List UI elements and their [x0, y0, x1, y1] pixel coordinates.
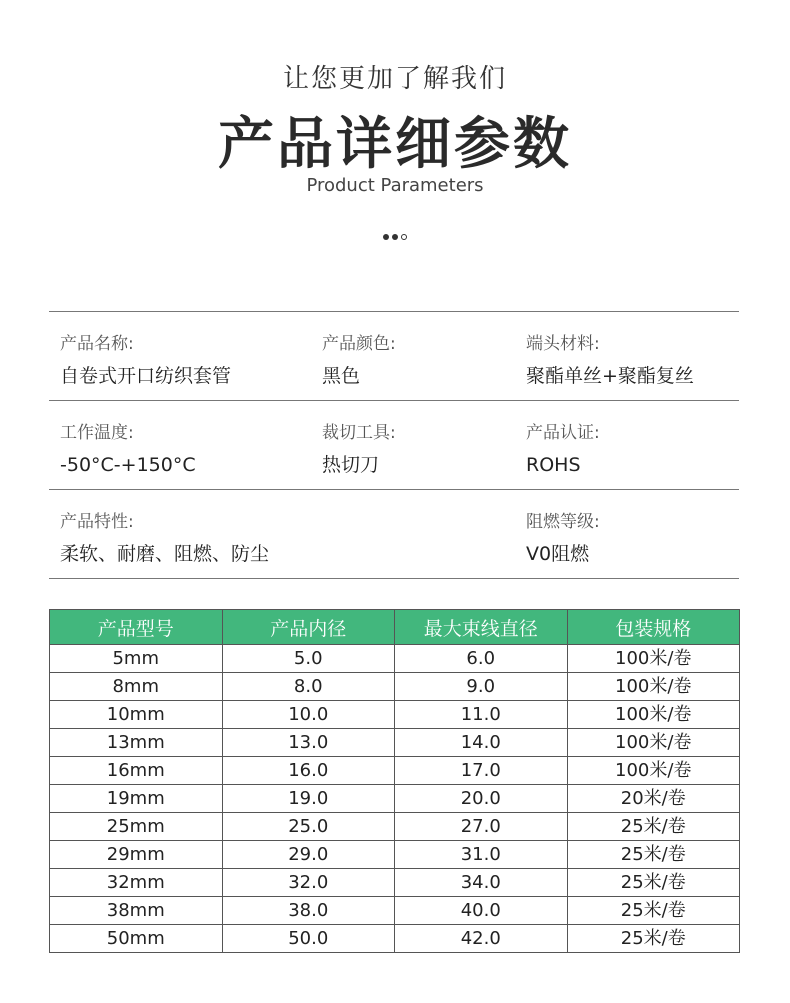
param-value: 黑色 — [322, 365, 361, 387]
cell-inner-diameter: 16.0 — [222, 757, 395, 785]
param-value: V0阻燃 — [526, 543, 590, 565]
table-row — [50, 897, 740, 925]
cell-model: 10mm — [50, 701, 223, 729]
param-label: 裁切工具: — [322, 423, 396, 443]
cell-max-bundle-diameter: 17.0 — [395, 757, 568, 785]
param-cutting-tool — [322, 419, 396, 481]
parameter-row — [49, 401, 739, 490]
page-subtitle: 让您更加了解我们 — [282, 64, 507, 94]
param-product-color — [322, 330, 396, 392]
cell-model: 5mm — [50, 645, 223, 673]
param-value: 热切刀 — [322, 454, 380, 476]
cell-model: 16mm — [50, 757, 223, 785]
cell-max-bundle-diameter: 11.0 — [395, 701, 568, 729]
table-row — [50, 813, 740, 841]
cell-max-bundle-diameter: 40.0 — [395, 897, 568, 925]
cell-inner-diameter: 5.0 — [222, 645, 395, 673]
param-value: 柔软、耐磨、阻燃、防尘 — [60, 543, 270, 565]
parameter-row — [49, 490, 739, 579]
header-model: 产品型号 — [50, 610, 223, 645]
cell-inner-diameter: 13.0 — [222, 729, 395, 757]
table-header-row — [50, 610, 740, 645]
cell-max-bundle-diameter: 20.0 — [395, 785, 568, 813]
table-row — [50, 869, 740, 897]
hollow-dot-icon — [401, 234, 407, 240]
param-label: 产品名称: — [60, 334, 134, 354]
cell-model: 38mm — [50, 897, 223, 925]
cell-max-bundle-diameter: 34.0 — [395, 869, 568, 897]
param-value: 自卷式开口纺织套管 — [60, 365, 232, 387]
param-working-temperature — [60, 419, 196, 481]
cell-packaging: 20米/卷 — [567, 785, 740, 813]
param-label: 产品认证: — [526, 423, 600, 443]
header-max-bundle-diameter: 最大束线直径 — [395, 610, 568, 645]
cell-max-bundle-diameter: 9.0 — [395, 673, 568, 701]
table-row — [50, 645, 740, 673]
cell-model: 13mm — [50, 729, 223, 757]
param-end-material — [526, 330, 694, 392]
param-value: -50°C-+150°C — [60, 454, 196, 476]
cell-model: 8mm — [50, 673, 223, 701]
cell-packaging: 25米/卷 — [567, 897, 740, 925]
param-features — [60, 508, 269, 570]
dot-icon — [392, 234, 398, 240]
param-certification — [526, 419, 600, 481]
cell-max-bundle-diameter: 14.0 — [395, 729, 568, 757]
cell-model: 25mm — [50, 813, 223, 841]
table-row — [50, 841, 740, 869]
cell-max-bundle-diameter: 42.0 — [395, 925, 568, 953]
cell-packaging: 25米/卷 — [567, 869, 740, 897]
cell-inner-diameter: 50.0 — [222, 925, 395, 953]
param-flame-rating — [526, 508, 600, 570]
cell-inner-diameter: 10.0 — [222, 701, 395, 729]
param-product-name — [60, 330, 231, 392]
param-value: ROHS — [526, 454, 581, 476]
cell-max-bundle-diameter: 6.0 — [395, 645, 568, 673]
cell-packaging: 100米/卷 — [567, 757, 740, 785]
cell-packaging: 25米/卷 — [567, 813, 740, 841]
cell-packaging: 100米/卷 — [567, 673, 740, 701]
decorative-dots — [0, 234, 790, 240]
header-packaging: 包装规格 — [567, 610, 740, 645]
dot-icon — [383, 234, 389, 240]
cell-inner-diameter: 29.0 — [222, 841, 395, 869]
table-row — [50, 757, 740, 785]
cell-inner-diameter: 32.0 — [222, 869, 395, 897]
cell-max-bundle-diameter: 31.0 — [395, 841, 568, 869]
table-row — [50, 925, 740, 953]
cell-packaging: 100米/卷 — [567, 729, 740, 757]
table-row — [50, 729, 740, 757]
cell-model: 29mm — [50, 841, 223, 869]
param-label: 产品颜色: — [322, 334, 396, 354]
cell-packaging: 100米/卷 — [567, 645, 740, 673]
cell-model: 50mm — [50, 925, 223, 953]
cell-packaging: 25米/卷 — [567, 841, 740, 869]
param-label: 工作温度: — [60, 423, 134, 443]
cell-max-bundle-diameter: 27.0 — [395, 813, 568, 841]
param-value: 聚酯单丝+聚酯复丝 — [526, 365, 694, 387]
cell-model: 32mm — [50, 869, 223, 897]
cell-packaging: 25米/卷 — [567, 925, 740, 953]
parameter-row — [49, 312, 739, 401]
cell-inner-diameter: 19.0 — [222, 785, 395, 813]
spec-table — [49, 609, 740, 953]
param-label: 端头材料: — [526, 334, 600, 354]
page-title-english: Product Parameters — [306, 175, 484, 196]
cell-inner-diameter: 8.0 — [222, 673, 395, 701]
table-row — [50, 701, 740, 729]
page-title: 产品详细参数 — [218, 112, 572, 177]
param-label: 阻燃等级: — [526, 512, 600, 532]
table-row — [50, 785, 740, 813]
table-row — [50, 673, 740, 701]
parameter-grid — [49, 311, 739, 579]
param-label: 产品特性: — [60, 512, 134, 532]
cell-packaging: 100米/卷 — [567, 701, 740, 729]
cell-model: 19mm — [50, 785, 223, 813]
cell-inner-diameter: 38.0 — [222, 897, 395, 925]
header-inner-diameter: 产品内径 — [222, 610, 395, 645]
cell-inner-diameter: 25.0 — [222, 813, 395, 841]
